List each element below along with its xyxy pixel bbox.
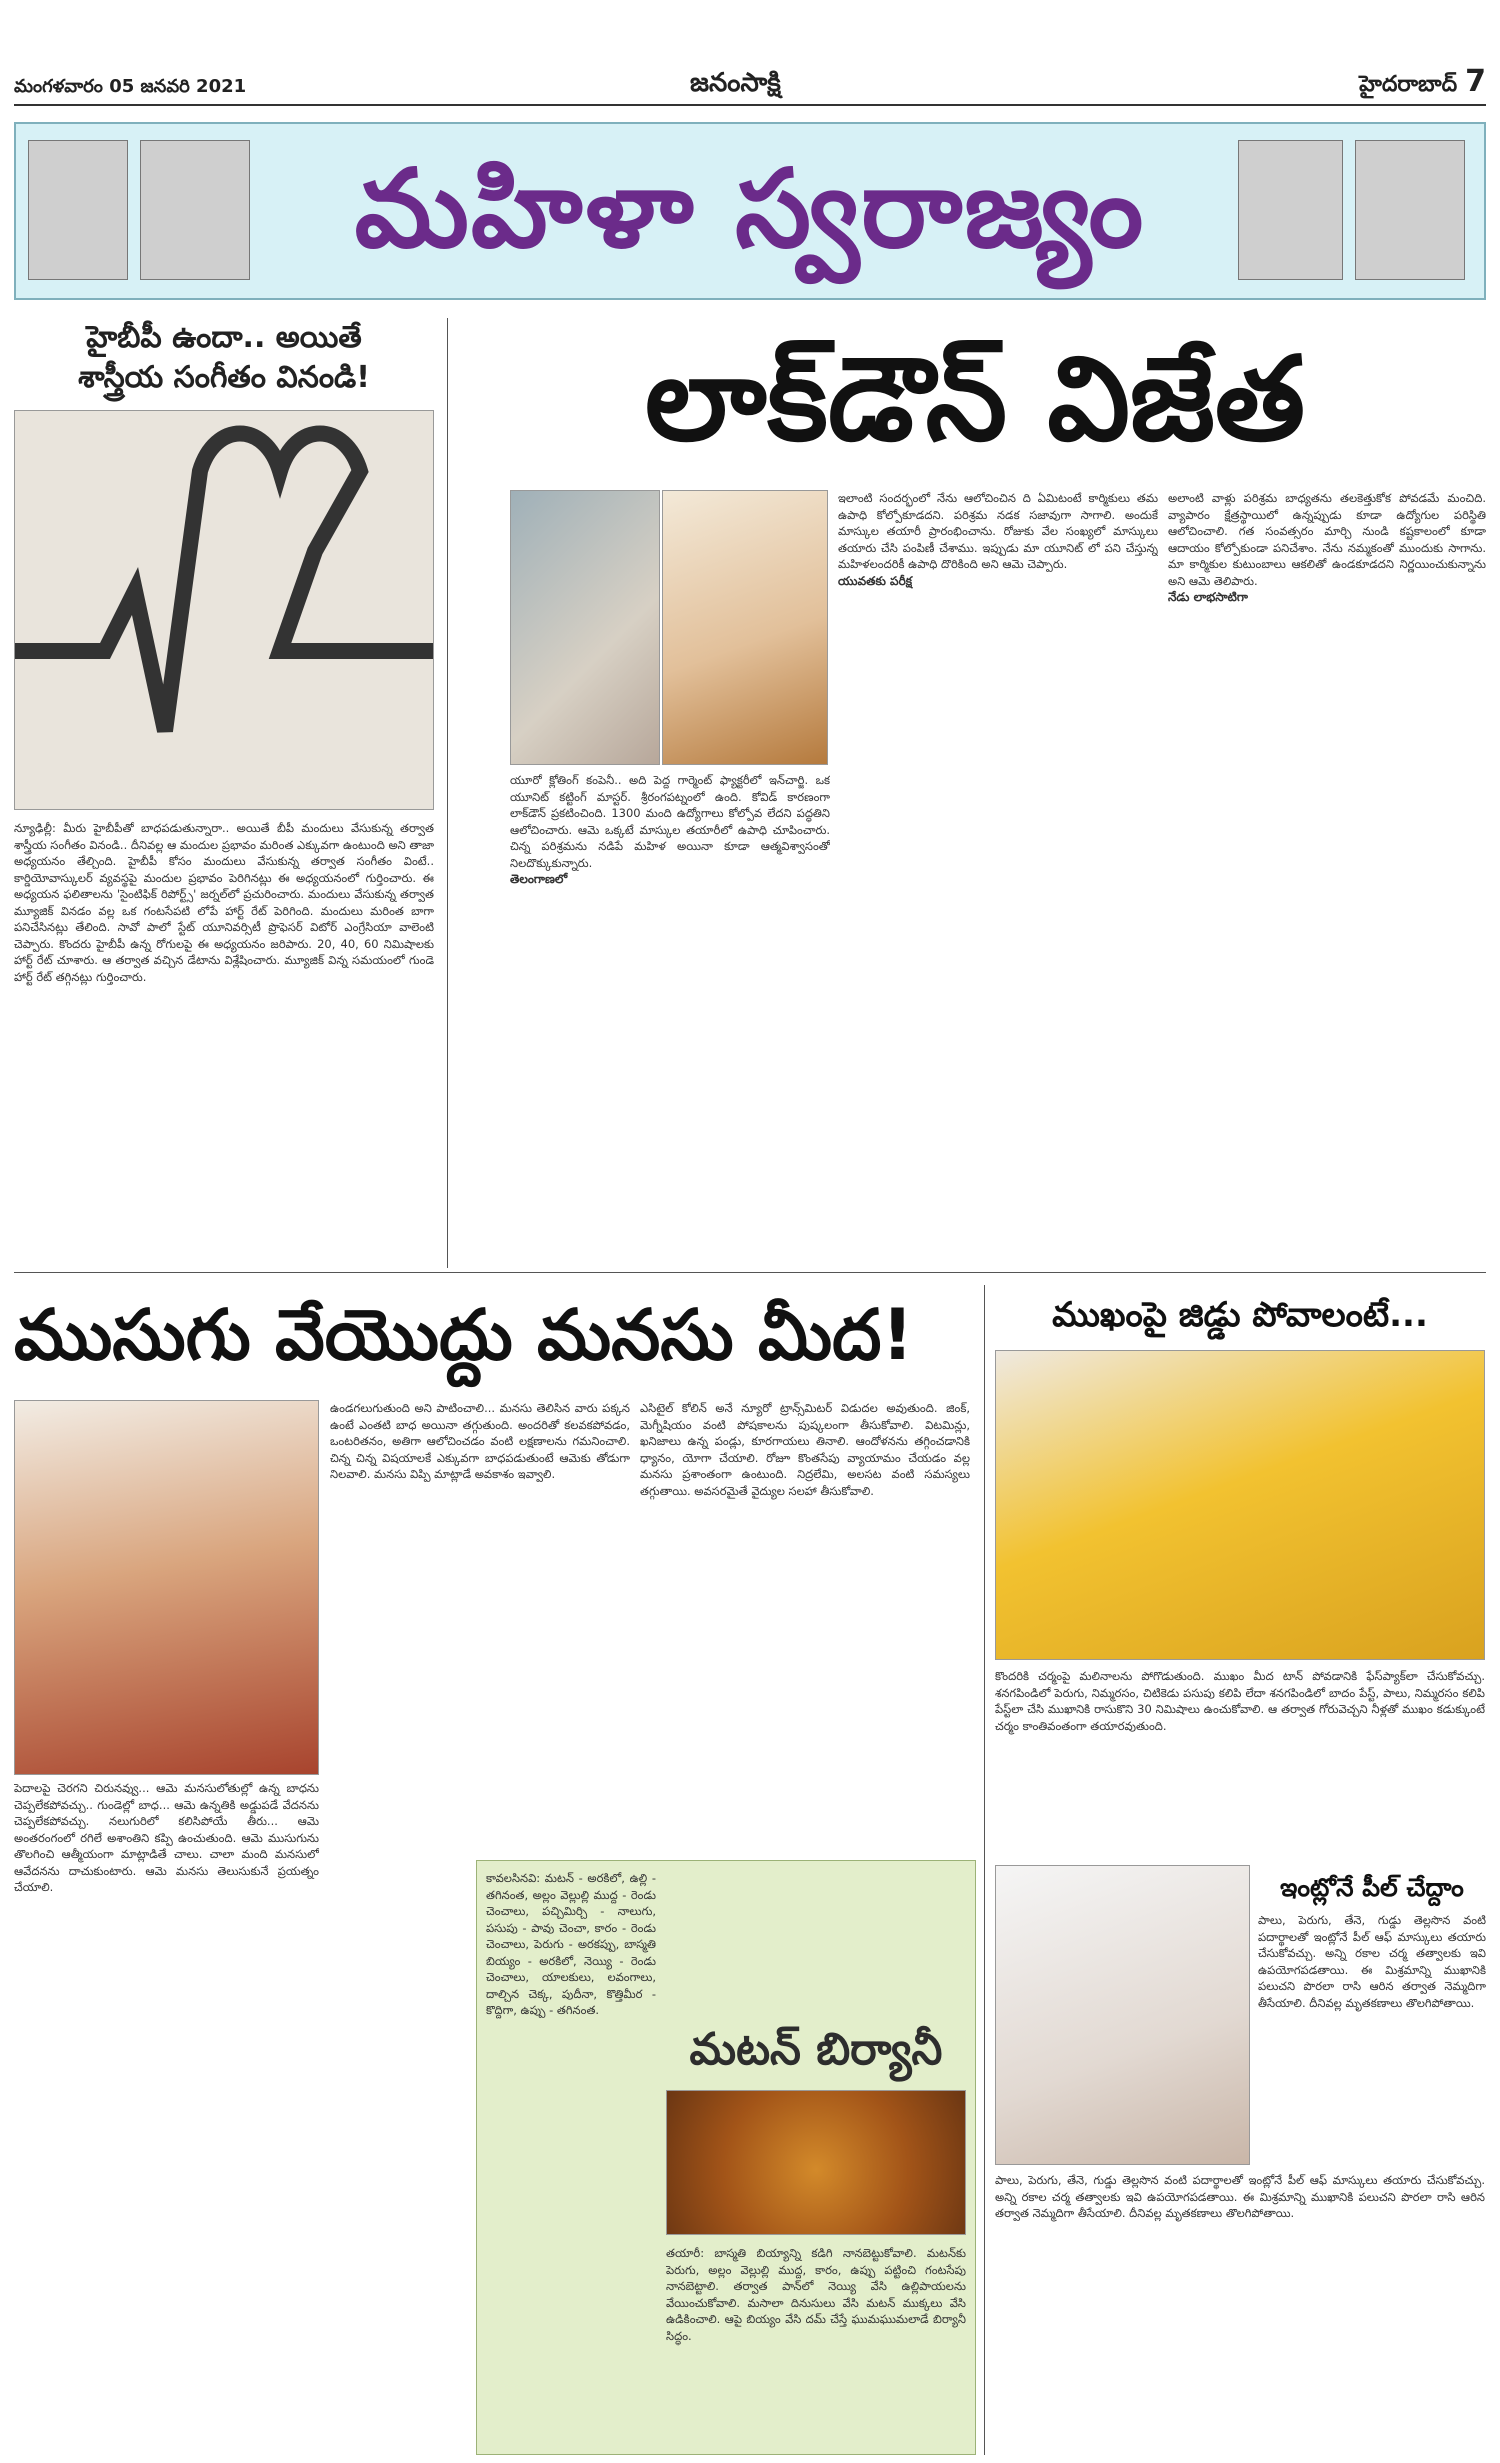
biryani-image [666,2090,966,2235]
bp-headline-line-2: శాస్త్రీయ సంగీతం వినండి! [78,360,370,395]
section-title: మహిళా స్వరాజ్యం [354,147,1146,272]
bp-headline-line-1: హైబీపీ ఉందా.. అయితే [86,320,362,355]
lockdown-col2-text: ఇలాంటి సందర్భంలో నేను ఆలోచించిన ది ఏమిటంటే కార్మికులు తమ ఉపాధి కోల్పోకూడదని. పరిశ్రమ నడక సజావుగా సాగాలి. అందుకే మాస్కుల తయారీ ప్రారంభించాను. రోజుకు వేల సంఖ్యలో మాస్కులు తయారు చేసి పంపిణీ చేశాము. ఇప్పుడు మా యూనిట్ లో పని చేస్తున్న మహిళలందరికీ ఉపాధి దొరికింది అని ఆమె చెప్పారు. [838,491,1158,571]
city-name: హైదరాబాద్ [1359,72,1458,97]
biryani-headline: మటన్ బిర్యానీ [689,2024,943,2075]
portrait-image [1355,140,1465,280]
page-number: 7 [1465,64,1486,99]
lockdown-subhead: నేడు లాభసాటిగా [1168,590,1248,604]
peel-subhead: ఇంట్లోనే పీల్ చేద్దాం [1280,1873,1464,1902]
peel-body: పాలు, పెరుగు, తేనె, గుడ్డు తెల్లసొన వంటి పదార్థాలతో ఇంట్లోనే పీల్ ఆఫ్ మాస్కులు తయారు చేసుకోవచ్చు. అన్ని రకాల చర్మ తత్వాలకు ఇవి ఉపయోగపడతాయి. ఈ మిశ్రమాన్ని ముఖానికి పలుచని పొరలా రాసి ఆరిన తర్వాత నెమ్మదిగా తీసేయాలి. దీనివల్ల మృతకణాలు తొలగిపోతాయి. [995,2173,1485,2220]
column-divider [984,1285,985,2455]
mask-column-3: ఎసిటైల్ కోలిన్ అనే న్యూరో ట్రాన్స్‌మిటర్ విడుదల అవుతుంది. జింక్, మెగ్నీషియం వంటి పోషకాలను పుష్కలంగా తీసుకోవాలి. విటమిన్లు, ఖనిజాలు ఉన్న పండ్లు, కూరగాయలు తినాలి. ఆందోళనను తగ్గించడానికి ధ్యానం, యోగా చేయాలి. రోజూ కొంతసేపు వ్యాయామం చేయడం వల్ల మనసు ప్రశాంతంగా ఉంటుంది. నిద్రలేమి, అలసట వంటి సమస్యలు తగ్గుతాయి. అవసరమైతే వైద్యుల సలహా తీసుకోవాలి. [640,1401,970,1498]
newspaper-name: జనంసాక్షి [690,68,781,98]
mask-column-2: ఉండగలుగుతుంది అని పాటించాలి... మనసు తెలిసిన వారు పక్కన ఉంటే ఎంతటి బాధ అయినా తగ్గుతుంది. అందరితో కలవకపోవడం, ఒంటరితనం, అతిగా ఆలోచించడం వంటి లక్షణాలను గమనించాలి. చిన్న చిన్న విషయాలకే ఎక్కువగా బాధపడుతుంటే ఆమెకు తోడుగా నిలవాలి. మనసు విప్పి మాట్లాడే అవకాశం ఇవ్వాలి. [330,1401,630,1481]
city-and-page [1359,64,1486,102]
biryani-method: తయారీ: బాస్మతి బియ్యాన్ని కడిగి నానబెట్టుకోవాలి. మటన్‌కు పెరుగు, అల్లం వెల్లుల్లి ముద్ద, కారం, ఉప్పు పట్టించి గంటసేపు నానబెట్టాలి. తర్వాత పాన్‌లో నెయ్యి వేసి ఉల్లిపాయలను వేయించుకోవాలి. మసాలా దినుసులు వేసి మటన్ ముక్కలు వేసి ఉడికించాలి. ఆపై బియ్యం వేసి దమ్ చేస్తే ఘుమఘుమలాడే బిర్యానీ సిద్ధం. [666,2246,966,2343]
factory-image [510,490,660,765]
lockdown-headline: లాక్‌డౌన్ విజేత [645,332,1305,467]
mask-headline: ముసుగు వేయొద్దు మనసు మీద! [14,1294,914,1376]
portrait-image [140,140,250,280]
lockdown-col1-text: యూరో క్లోతింగ్ కంపెనీ.. అది పెద్ద గార్మెంట్ ఫ్యాక్టరీలో ఇన్‌చార్జి. ఒక యూనిట్ కట్టింగ్ మాస్టర్. శ్రీరంగపట్నంలో ఉంది. కోవిడ్ కారణంగా లాక్‌డౌన్ ప్రకటించింది. 1300 మంది ఉద్యోగాలు కోల్పోవ లేదని పద్ధతిని ఆలోచించారు. ఆమె ఒక్కటే మాస్కుల తయారీలో ఉపాధి చూపించారు. చిన్న పరిశ్రమను నడిపే మహిళ అయినా కూడా ఆత్మవిశ్వాసంతో నిలదొక్కుకున్నారు. [510,773,830,870]
column-divider [447,318,448,1268]
face-mask-image [995,1350,1485,1660]
issue-date: మంగళవారం 05 జనవరి 2021 [14,76,247,97]
bp-headline [14,318,434,398]
peel-body-side: పాలు, పెరుగు, తేనె, గుడ్డు తెల్లసొన వంటి పదార్థాలతో ఇంట్లోనే పీల్ ఆఫ్ మాస్కులు తయారు చేసుకోవచ్చు. అన్ని రకాల చర్మ తత్వాలకు ఇవి ఉపయోగపడతాయి. ఈ మిశ్రమాన్ని ముఖానికి పలుచని పొరలా రాసి ఆరిన తర్వాత నెమ్మదిగా తీసేయాలి. దీనివల్ల మృతకణాలు తొలగిపోతాయి. [1258,1913,1486,2010]
heartbeat-icon [15,411,434,810]
face-headline: ముఖంపై జిడ్డు పోవాలంటే... [1052,1295,1428,1335]
lockdown-subhead: తెలంగాణలో [510,872,568,886]
lockdown-subhead: యువతకు పరీక్ష [838,573,912,588]
lockdown-column-1 [510,772,830,1267]
face-body: కొందరికి చర్మంపై మలినాలను పోగొడుతుంది. ముఖం మీద టాన్ పోవడానికి ఫేస్‌ప్యాక్‌లా చేసుకోవచ్చు. శనగపిండిలో పెరుగు, నిమ్మరసం, చిటికెడు పసుపు కలిపి లేదా శనగపిండిలో బాదం పేస్ట్, పాలు, నిమ్మరసం కలిపి పేస్ట్‌లా చేసి ముఖానికి రాసుకొని 30 నిమిషాలు ఉంచుకోవాలి. ఆ తర్వాత గోరువెచ్చని నీళ్లతో ముఖం కడుక్కుంటే చర్మం కాంతివంతంగా తయారవుతుంది. [995,1669,1485,1733]
peel-mask-image [995,1865,1250,2165]
portrait-image [1238,140,1343,280]
portrait-image [28,140,128,280]
lockdown-col3-text: అలాంటి వాళ్లు పరిశ్రమ బాధ్యతను తలకెత్తుకోక పోవడమే మంచిది. వ్యాపారం క్షేత్రస్థాయిలో ఉన్నప్పుడు కూడా ఉద్యోగుల పరిస్థితి ఆలోచించాలి. గత సంవత్సరం మార్చి నుండి కష్టకాలంలో కూడా ఆదాయం కోల్పోకుండా పనిచేశాం. నేను నమ్మకంతో ముందుకు సాగాను. మా కార్మికుల కుటుంబాలు ఆకలితో ఉండకూడదని నిర్ణయించుకున్నాను అని ఆమె తెలిపారు. [1168,491,1486,588]
header-divider [14,104,1486,106]
lockdown-column-3 [1168,490,1486,1265]
section-divider [14,1272,1486,1273]
smiling-woman-image [14,1400,319,1775]
bp-body: న్యూఢిల్లీ: మీరు హైబీపీతో బాధపడుతున్నారా.. అయితే బీపీ మందులు వేసుకున్న తర్వాత శాస్త్రీయ సంగీతం వినండి.. దీనివల్ల ఆ మందుల ప్రభావం మరింత ఎక్కువగా ఉంటుంది అని తాజా అధ్యయనం తేల్చింది. హైబీపీ కోసం మందులు వేసుకున్న తర్వాత సంగీతం వింటే.. కార్డియోవాస్కులర్ వ్యవస్థపై మందుల ప్రభావం పెరిగినట్లు ఈ అధ్యయనంలో గుర్తించారు. ఈ అధ్యయన ఫలితాలను 'సైంటిఫిక్ రిపోర్ట్స్' జర్నల్‌లో ప్రచురించారు. మందులు వేసుకున్న తర్వాత మ్యూజిక్ వినడం వల్ల ఒక గంటసేపటి లోపే హార్ట్ రేట్ పెరిగింది. మందులు మరింత బాగా పనిచేసినట్లు తేలింది. సావో పాలో స్టేట్ యూనివర్సిటీ ప్రొఫెసర్ విటోర్ ఎంగ్రేసియా వాలెంటి చెప్పారు. కొందరు హైబీపీ ఉన్న రోగులపై ఈ అధ్యయనం జరిపారు. 20, 40, 60 నిమిషాలకు హార్ట్ రేట్ చూశారు. ఆ తర్వాత వచ్చిన డేటాను విశ్లేషించారు. మ్యూజిక్ విన్న సమయంలో గుండె హార్ట్ రేట్ తగ్గినట్లు గుర్తించారు. [14,821,434,984]
lockdown-column-2 [838,490,1158,1265]
biryani-ingredients: కావలసినవి: మటన్ - అరకిలో, ఉల్లి - తగినంత, అల్లం వెల్లుల్లి ముద్ద - రెండు చెంచాలు, పచ్చిమిర్చి - నాలుగు, పసుపు - పావు చెంచా, కారం - రెండు చెంచాలు, పెరుగు - అరకప్పు, బాస్మతి బియ్యం - అరకిలో, నెయ్యి - రెండు చెంచాలు, యాలకులు, లవంగాలు, దాల్చిన చెక్క, పుదీనా, కొత్తిమీర - కొద్దిగా, ఉప్పు - తగినంత. [486,1871,656,2017]
entrepreneur-portrait [662,490,828,765]
mask-column-1: పెదాలపై చెరగని చిరునవ్వు... ఆమె మనసులోతుల్లో ఉన్న బాధను చెప్పలేకపోవచ్చు.. గుండెల్లో బాధ... ఆమె ఉన్నతికి అడ్డుపడే వేదనను చెప్పలేకపోవచ్చు. నలుగురిలో కలిసిపోయే తీరు... ఆమె అంతరంగంలో రగిలే అశాంతిని కప్పి ఉంచుతుంది. ఆమె ముసుగును తొలగించి ఆత్మీయంగా మాట్లాడితే చాలు. చాలా మంది మనసులో ఆవేదనను దాచుకుంటారు. ఆమె మనసు తెలుసుకునే ప్రయత్నం చేయాలి. [14,1781,319,1894]
heartbeat-image [14,410,434,810]
